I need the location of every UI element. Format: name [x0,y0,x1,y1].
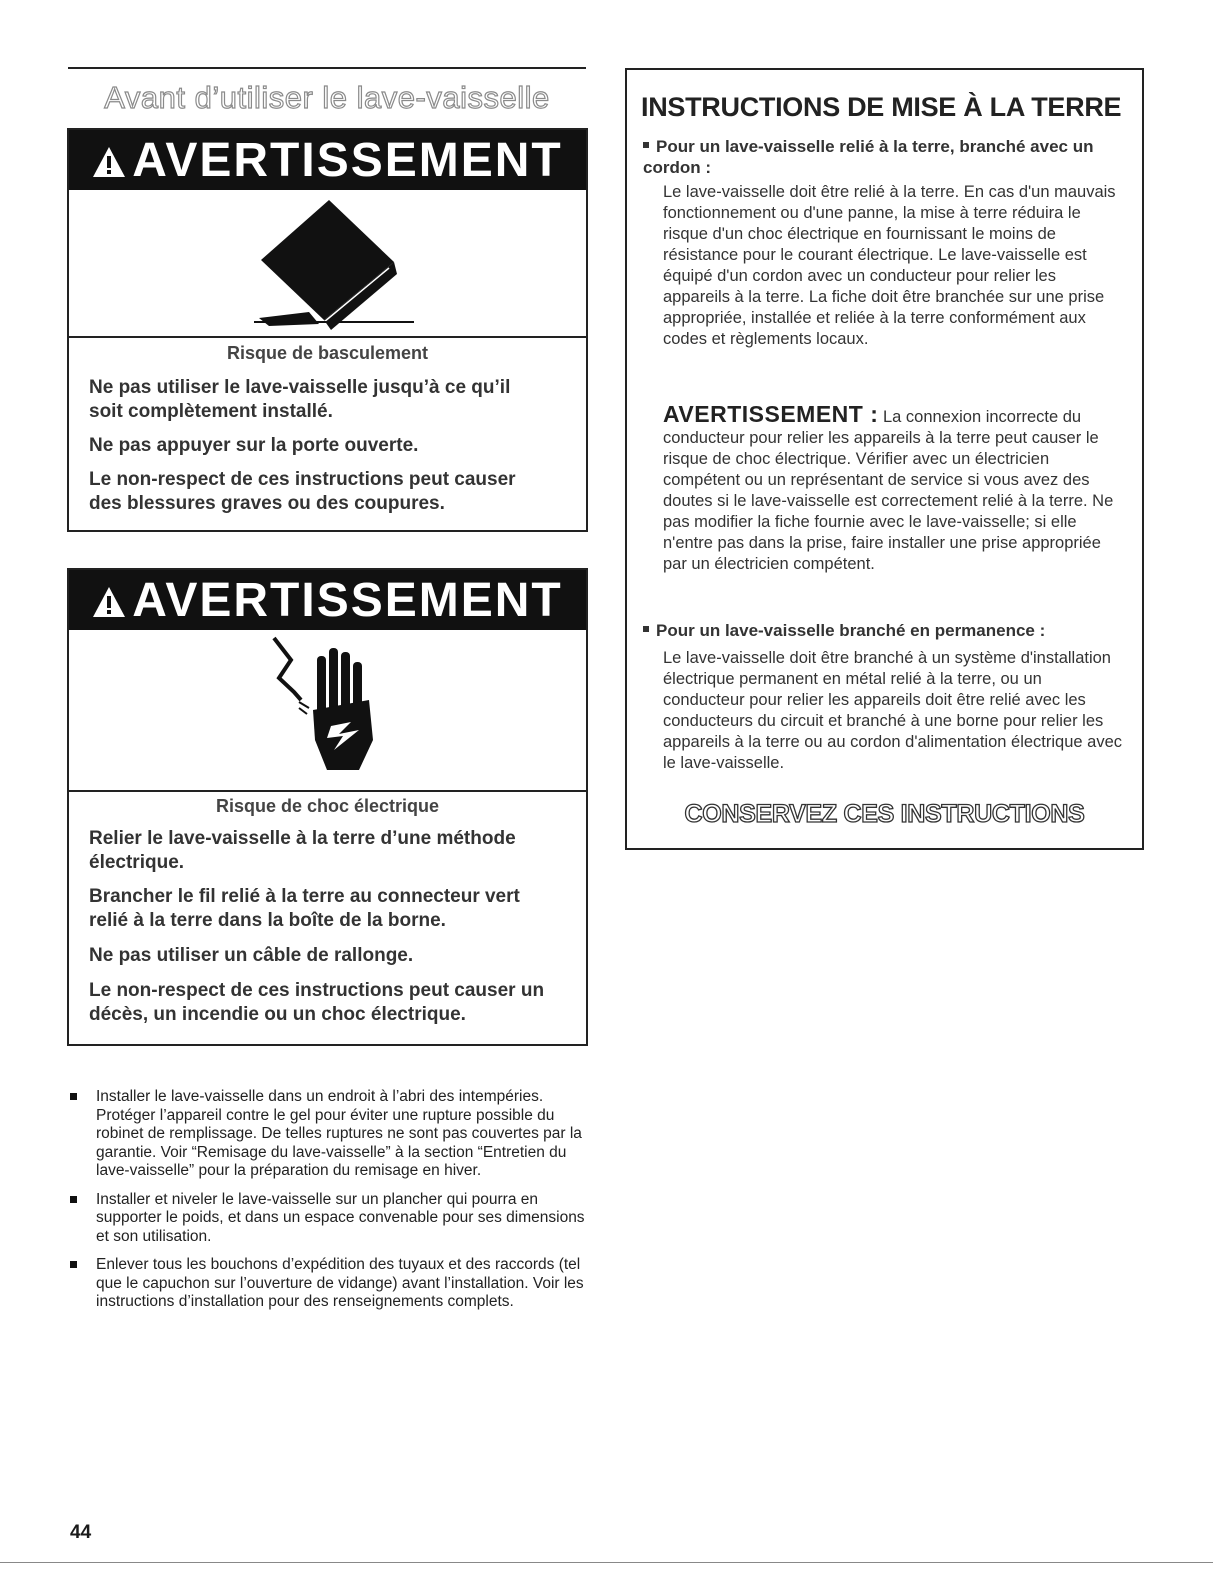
list-item-text: Installer le lave-vaisselle dans un endroit à l’abri des intempéries. Protéger l’appareil contre le gel pour éviter une rupture possible du robinet de remplissage. De telles ruptures ne sont pas couvertes par la garantie. Voir “Remisage du lave-vaisselle” à la section “Entretien du lave-vaisselle” pour la préparation du remisage en hiver. [96,1088,582,1179]
subheading-text: Pour un lave-vaisselle branché en permanence : [656,621,1046,640]
bullet-icon [70,1093,77,1100]
bullet-list [68,1088,588,1322]
warning-triangle-icon [92,585,126,619]
list-item-text: Enlever tous les bouchons d’expédition des tuyaux et des raccords (tel que le capuchon sur l’ouverture de vidange) avant l’installation. Voir les instructions d’installation pour des renseignements complets. [96,1256,584,1310]
tipping-hazard-icon [69,190,586,336]
warning-box-shock [67,568,588,1046]
section-title: Avant d’utiliser le lave-vaisselle [104,80,550,115]
top-rule [68,67,586,69]
warning-line: Ne pas appuyer sur la porte ouverte. [89,435,419,456]
warning-line: Le non-respect de ces instructions peut causer des blessures graves ou des coupures. [89,469,516,514]
subheading-text: Pour un lave-vaisselle relié à la terre, branché avec un cordon : [643,137,1094,177]
warning-line: Ne pas utiliser le lave-vaisselle jusqu’à ce qu’il soit complètement installé. [89,377,511,422]
illustration-area [69,190,586,338]
warning-line: Relier le lave-vaisselle à la terre d’une méthode électrique. [89,828,516,873]
list-item [68,1256,588,1312]
illustration-area [69,630,586,792]
bullet-icon [70,1261,77,1268]
warning-header [69,130,586,190]
grounding-title: INSTRUCTIONS DE MISE À LA TERRE [641,92,1122,122]
bullet-icon [643,626,649,632]
warning-label: AVERTISSEMENT : [663,401,879,427]
electric-shock-icon [69,630,586,790]
list-item [68,1191,588,1247]
risk-title: Risque de choc électrique [215,796,440,816]
warning-header [69,570,586,630]
warning-line: Le non-respect de ces instructions peut causer un décès, un incendie ou un choc électrique. [89,980,545,1025]
warning-line: Ne pas utiliser un câble de rallonge. [89,945,414,966]
bottom-rule [0,1562,1213,1563]
paragraph-cord: Le lave-vaisselle doit être relié à la terre. En cas d'un mauvais fonctionnement ou d'une panne, la mise à terre réduira le risque d'un choc électrique en fournissant le moins de résistance pour le courant électrique. Le lave-vaisselle est équipé d'un cordon avec un conducteur pour relier les appareils à la terre. La fiche doit être branchée sur une prise appropriée, installée et reliée à la terre conformément aux codes et règlements locaux. [663,183,1116,348]
warning-header-label: AVERTISSEMENT [132,133,563,187]
subheading-permanent [643,620,1045,641]
list-item-text: Installer et niveler le lave-vaisselle sur un plancher qui pourra en supporter le poids, et dans un espace convenable pour ses dimensions et son utilisation. [96,1190,585,1245]
warning-line: Brancher le fil relié à la terre au connecteur vert relié à la terre dans la boîte de la borne. [89,886,520,931]
grounding-instructions-box [625,68,1144,850]
page-number: 44 [70,1522,92,1543]
bullet-icon [643,142,649,148]
warning-text: La connexion incorrecte du conducteur pour relier les appareils à la terre peut causer le risque de choc électrique. Vérifier avec un électricien compétent ou un représentant de service si vous avez des doutes si le lave-vaisselle est correctement relié à la terre. Ne pas modifier la fiche fournie avec le lave-vaisselle; si elle n'entre pas dans la prise, faire installer une prise appropriée par un électricien compétent. [663,408,1114,573]
risk-title: Risque de basculement [226,343,429,363]
paragraph-permanent: Le lave-vaisselle doit être branché à un système d'installation électrique permanent en métal relié à la terre, ou un conducteur pour relier les appareils doit être relié avec les conducteurs du circuit et branché à une borne pour relier les appareils à la terre ou au cordon d'alimentation électrique avec le lave-vaisselle. [663,649,1123,772]
warning-triangle-icon [92,145,126,179]
warning-header-label: AVERTISSEMENT [132,573,563,627]
bullet-icon [70,1196,77,1203]
warning-box-tipping [67,128,588,532]
list-item [68,1088,588,1181]
save-instructions-heading: CONSERVEZ CES INSTRUCTIONS [684,800,1085,828]
warning-paragraph [663,401,1123,575]
subheading-cord [643,136,1113,178]
